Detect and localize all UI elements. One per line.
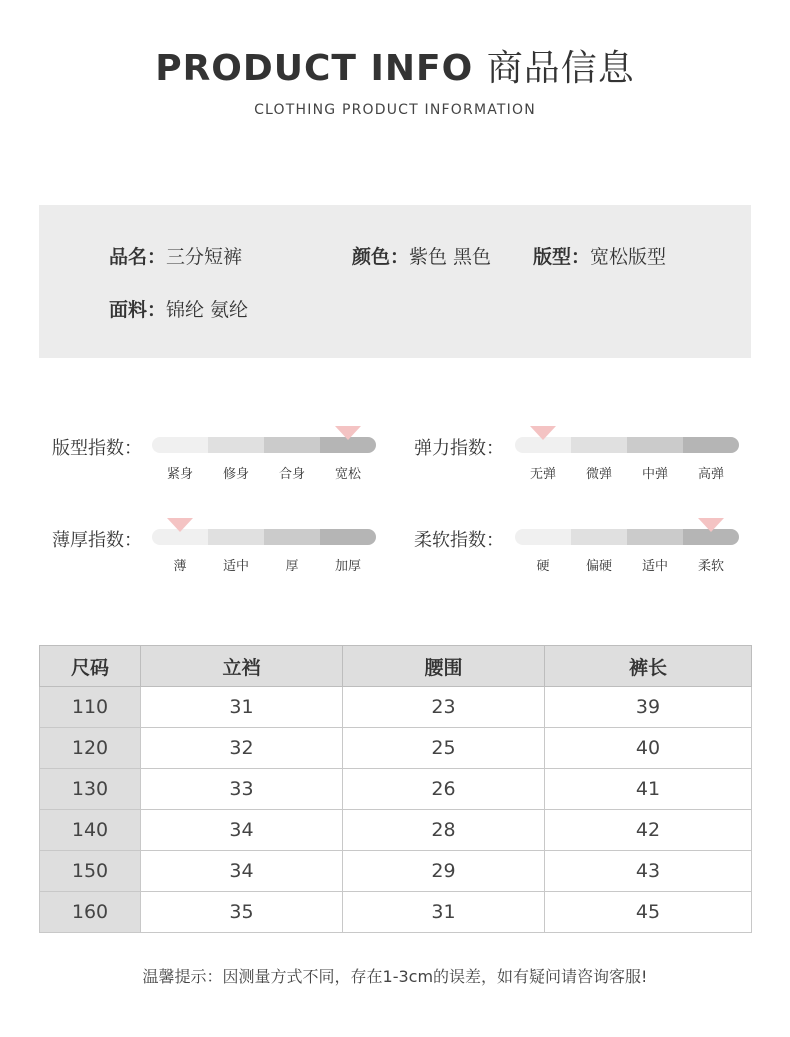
table-cell: 28 [343, 810, 545, 851]
fit-index-label: 版型指数： [52, 438, 142, 459]
table-row [40, 810, 752, 851]
info-name-value: 三分短裤 [166, 246, 243, 268]
elasticity-tick: 微弹 [585, 467, 612, 482]
table-cell: 42 [545, 810, 752, 851]
bar-segment [683, 437, 739, 453]
title-zh: 商品信息 [486, 48, 635, 89]
thickness-tick: 厚 [285, 559, 299, 574]
bar-segment [515, 529, 571, 545]
elasticity-tick: 中弹 [641, 467, 668, 482]
softness-tick: 柔软 [697, 559, 724, 574]
bar-segment [264, 437, 320, 453]
thickness-index-marker [167, 518, 193, 532]
softness-tick: 硬 [536, 559, 550, 574]
info-name-label: 品名： [109, 246, 167, 268]
bar-segment [627, 437, 683, 453]
table-cell: 40 [545, 728, 752, 769]
page-title [0, 40, 790, 91]
page-subtitle: CLOTHING PRODUCT INFORMATION [254, 102, 536, 118]
table-row [40, 892, 752, 933]
table-cell: 34 [141, 810, 343, 851]
softness-tick: 适中 [641, 559, 668, 574]
fit-tick: 修身 [222, 467, 249, 482]
table-cell-size: 120 [40, 728, 141, 769]
thickness-tick: 加厚 [334, 559, 361, 574]
info-fit [533, 242, 666, 269]
info-color-value: 紫色 黑色 [409, 246, 492, 268]
elasticity-tick: 无弹 [529, 467, 556, 482]
table-cell: 26 [343, 769, 545, 810]
info-fabric [109, 295, 248, 322]
info-color [352, 242, 491, 269]
bar-segment [208, 437, 264, 453]
table-cell-size: 160 [40, 892, 141, 933]
fit-tick: 紧身 [166, 467, 193, 482]
table-header-cell: 腰围 [343, 646, 545, 687]
size-table [39, 645, 752, 933]
elasticity-index-marker [530, 426, 556, 440]
bar-segment [571, 529, 627, 545]
info-fit-label: 版型： [533, 246, 591, 268]
info-fit-value: 宽松版型 [590, 246, 667, 268]
table-cell: 33 [141, 769, 343, 810]
table-row [40, 769, 752, 810]
fit-tick: 宽松 [334, 467, 361, 482]
table-cell: 39 [545, 687, 752, 728]
table-cell: 43 [545, 851, 752, 892]
softness-index-marker [698, 518, 724, 532]
table-cell-size: 110 [40, 687, 141, 728]
table-cell: 34 [141, 851, 343, 892]
table-cell: 32 [141, 728, 343, 769]
bar-segment [627, 529, 683, 545]
table-row [40, 687, 752, 728]
table-header-cell: 裤长 [545, 646, 752, 687]
bar-segment [264, 529, 320, 545]
softness-tick: 偏硬 [585, 559, 612, 574]
thickness-tick: 适中 [222, 559, 249, 574]
table-header-row [40, 646, 752, 687]
table-header-cell: 立裆 [141, 646, 343, 687]
table-cell-size: 130 [40, 769, 141, 810]
info-fabric-label: 面料： [109, 299, 167, 321]
thickness-index-label: 薄厚指数： [52, 530, 142, 551]
fit-tick: 合身 [278, 467, 305, 482]
info-fabric-value: 锦纶 氨纶 [166, 299, 249, 321]
bar-segment [571, 437, 627, 453]
measurement-note: 温馨提示：因测量方式不同，存在1-3cm的误差，如有疑问请咨询客服! [142, 967, 648, 986]
table-row [40, 851, 752, 892]
table-cell: 25 [343, 728, 545, 769]
bar-segment [152, 437, 208, 453]
table-cell: 35 [141, 892, 343, 933]
table-cell: 23 [343, 687, 545, 728]
table-cell: 31 [141, 687, 343, 728]
table-cell-size: 140 [40, 810, 141, 851]
info-color-label: 颜色： [352, 246, 410, 268]
title-en: PRODUCT INFO [155, 48, 474, 89]
elasticity-tick: 高弹 [697, 467, 724, 482]
table-cell: 29 [343, 851, 545, 892]
elasticity-index-label: 弹力指数： [414, 438, 504, 459]
thickness-tick: 薄 [173, 559, 187, 574]
table-cell: 31 [343, 892, 545, 933]
product-info-box [39, 205, 751, 358]
table-row [40, 728, 752, 769]
fit-index-marker [335, 426, 361, 440]
table-cell-size: 150 [40, 851, 141, 892]
bar-segment [320, 529, 376, 545]
info-name [109, 242, 242, 269]
table-cell: 45 [545, 892, 752, 933]
table-header-cell: 尺码 [40, 646, 141, 687]
bar-segment [208, 529, 264, 545]
softness-index-label: 柔软指数： [414, 530, 504, 551]
table-cell: 41 [545, 769, 752, 810]
